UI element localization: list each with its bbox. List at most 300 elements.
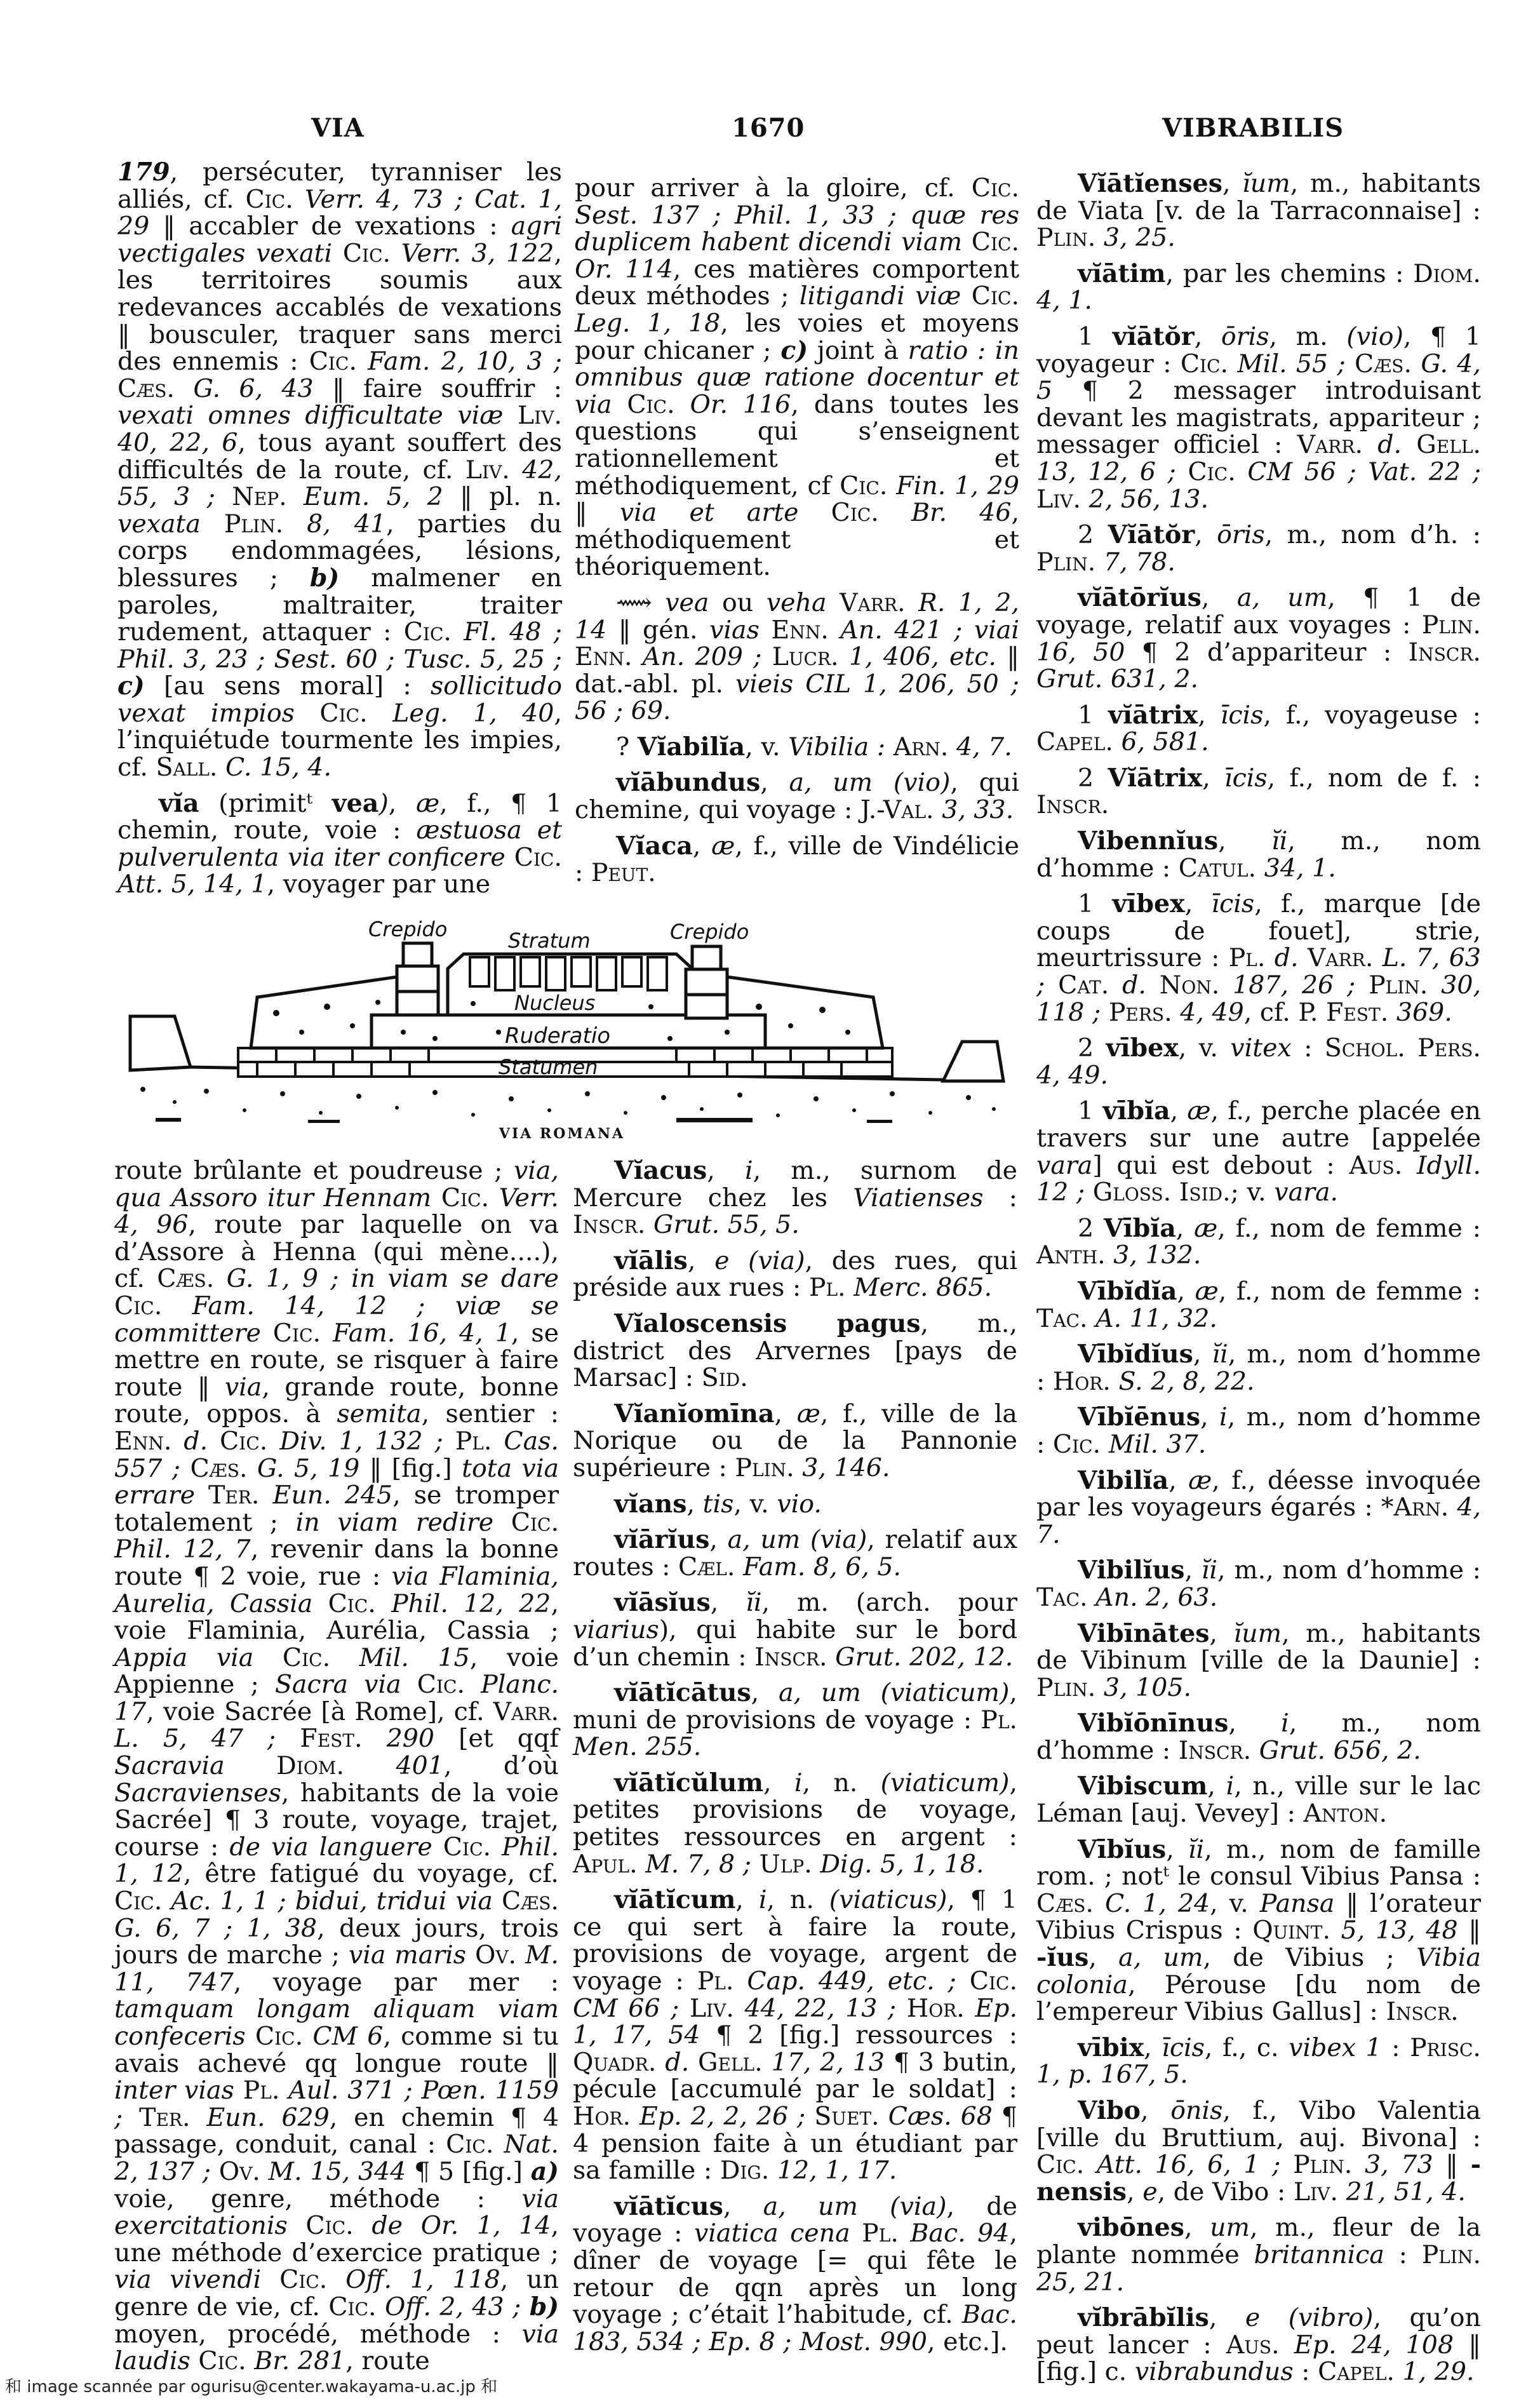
entry-text: īcis — [1211, 889, 1255, 919]
entry-text: : — [983, 1183, 1017, 1213]
entry-text: , f., marque [de coups de fouet], strie, meurtrissure : — [1036, 889, 1481, 973]
dictionary-entry — [575, 734, 1019, 761]
entry-text: Quadr. — [573, 2047, 657, 2077]
entry-text — [846, 1273, 854, 1302]
entry-text: 1 — [1078, 1096, 1103, 1126]
entry-text: G. 6, 7 ; 1, 38 — [114, 1913, 318, 1943]
entry-text: , etc.]. — [927, 2327, 1008, 2356]
entry-text — [1363, 430, 1377, 459]
entry-text — [162, 1886, 171, 1916]
entry-text: Enn. — [771, 615, 829, 645]
entry-text: Cic. — [971, 281, 1019, 311]
entry-text: Nat. 2, 137 ; — [114, 2130, 559, 2186]
entry-text: e (via) — [714, 1246, 805, 1275]
entry-text: , — [1228, 1709, 1282, 1738]
label-stratum: Stratum — [508, 929, 591, 953]
entry-text: 13, 12, 6 ; — [1036, 457, 1176, 487]
entry-text: a, um (vio) — [789, 768, 951, 798]
entry-text — [344, 1751, 396, 1780]
entry-text: 1, 29. — [1402, 2357, 1475, 2387]
entry-text: Cic. — [309, 347, 357, 377]
entry-text — [401, 1670, 417, 1699]
entry-text: , — [774, 1399, 797, 1428]
entry-text: Cic. — [1052, 1429, 1101, 1459]
entry-text: route brûlante et poudreuse ; — [114, 1156, 514, 1185]
entry-text: , — [709, 1525, 728, 1555]
entry-text — [887, 471, 896, 501]
entry-text: , petites provisions de voyage, petites ressources en argent : — [573, 1768, 1017, 1852]
entry-text — [211, 2157, 219, 2186]
entry-text: Prisc. — [1410, 2033, 1481, 2062]
entry-text — [293, 185, 305, 214]
entry-text: , — [1209, 2303, 1245, 2333]
entry-text: , m. — [1269, 321, 1347, 351]
entry-text: 2, 56, 13. — [1088, 484, 1209, 514]
entry-text: vexata — [117, 509, 201, 539]
entry-text: via vivendi — [114, 2265, 262, 2295]
right-bank — [943, 1042, 1003, 1081]
headword: Vĭaloscensis pagus — [614, 1308, 921, 1338]
dictionary-entry — [1036, 2097, 1481, 2205]
headword: vĭāsĭus — [614, 1588, 711, 1618]
entry-text — [763, 2048, 772, 2077]
entry-text: , revenir dans la bonne route ¶ 2 voie, rue : — [114, 1535, 559, 1591]
entry-text: Plin. — [1293, 2150, 1353, 2180]
entry-text: , parties du corps endommagées, lésions, blessures ; — [117, 509, 563, 593]
entry-text — [631, 2102, 639, 2131]
entry-text: æstuosa et pulverulenta via iter conficere — [117, 816, 562, 872]
headword: vĭātĭcātus — [614, 1678, 751, 1708]
entry-text: e — [1142, 2177, 1158, 2207]
entry-text: , l’inquiétude tourmente les impies, cf. — [117, 698, 563, 783]
entry-text — [1352, 2150, 1365, 2179]
entry-text: Cic. — [441, 1183, 490, 1213]
entry-text: Att. 5, 14, 1 — [117, 870, 267, 899]
entry-text: Hor. — [906, 1993, 965, 2023]
label-statumen: Statumen — [499, 1055, 598, 1079]
entry-text: Varr. — [493, 1697, 559, 1726]
entry-text: via laudis — [114, 2319, 559, 2376]
entry-text: , dans toutes les questions qui s’enseignent rationnellement et méthodiquement, cf — [575, 389, 1019, 501]
entry-text: , se tromper totalement ; — [114, 1481, 559, 1537]
entry-text — [1402, 1151, 1417, 1180]
entry-text: Anton. — [1303, 1799, 1388, 1829]
entry-text: Liv. — [517, 401, 562, 431]
entry-text: Cic. — [971, 227, 1019, 257]
dictionary-entry — [573, 1526, 1017, 1580]
entry-text: Ep. 2, 2, 26 ; — [639, 2102, 806, 2131]
entry-text — [1338, 2177, 1346, 2207]
entry-text — [521, 2292, 529, 2322]
dictionary-entry — [1036, 584, 1481, 692]
entry-text: vara. — [1274, 1178, 1339, 1207]
entry-text: 12, 1, 17. — [777, 2156, 897, 2186]
entry-text: , — [1209, 1618, 1234, 1648]
entry-text — [466, 1940, 475, 1970]
entry-text — [377, 2292, 385, 2322]
entry-text: ‖ faire souffrir : — [313, 373, 563, 403]
entry-text: 16, 50 — [1036, 637, 1125, 667]
entry-text: 4, 49 — [1180, 997, 1244, 1027]
entry-text: , f., ville de la Norique ou de la Pannonie supérieure : — [573, 1399, 1017, 1482]
headword: Vibĭōnīnus — [1078, 1709, 1229, 1738]
entry-text: Plin. — [1036, 547, 1096, 577]
entry-text: 3, 132. — [1113, 1240, 1202, 1270]
entry-text — [798, 498, 831, 527]
dictionary-entry — [1036, 1467, 1481, 1549]
entry-text: , persécuter, tyranniser les alliés, cf. — [117, 158, 562, 214]
entry-text: ‖ gén. — [606, 615, 710, 645]
entry-text: Ter. — [139, 2102, 191, 2132]
entry-text: Liv. — [465, 455, 510, 485]
dictionary-entry — [573, 2193, 1017, 2356]
entry-text: Tac. — [1036, 1582, 1088, 1612]
entry-text: Arn. — [1393, 1493, 1449, 1522]
entry-text — [675, 390, 690, 419]
entry-text: de Or. 1, 14 — [372, 2211, 551, 2241]
entry-text: Cic. — [403, 617, 452, 647]
entry-text: Cic. — [417, 1670, 465, 1700]
entry-text: Arn. — [893, 732, 949, 762]
entry-text: 1, p. 167, 5. — [1036, 2060, 1188, 2090]
entry-text — [201, 509, 224, 539]
entry-text — [1109, 971, 1122, 1000]
entry-text: Aus. — [1349, 1150, 1403, 1180]
entry-text: voie, genre, méthode : — [114, 2184, 522, 2214]
entry-text: Cic. — [342, 238, 391, 268]
entry-text: -ĭus — [1036, 1943, 1089, 1973]
entry-text — [1176, 457, 1188, 487]
entry-text: L. 7, 63 ; — [1036, 943, 1482, 1000]
entry-text — [827, 588, 840, 617]
entry-text: 3, 146. — [802, 1453, 890, 1482]
entry-text: Enn. — [114, 1426, 172, 1456]
entry-text: , — [735, 1885, 759, 1915]
column-left-top — [117, 159, 562, 907]
entry-text — [1251, 1736, 1259, 1765]
entry-text: (primitᵗ — [199, 788, 332, 818]
entry-text — [961, 281, 971, 311]
entry-text: 1 — [1078, 700, 1109, 730]
entry-text: , — [723, 2191, 763, 2221]
entry-text: (viaticus) — [829, 1885, 947, 1915]
entry-text: Cic. — [840, 471, 888, 501]
entry-text: Verr. 3, 122 — [401, 238, 554, 268]
entry-text — [769, 2156, 777, 2185]
entry-text: , — [1184, 1556, 1202, 1585]
dictionary-entry — [573, 1679, 1017, 1761]
entry-text: Ulp. — [759, 1849, 812, 1879]
entry-text: , — [1170, 1096, 1188, 1126]
headword: Vibilĭus — [1078, 1556, 1185, 1585]
entry-text: , — [1175, 1213, 1195, 1243]
entry-text: , m. (arch. pour — [761, 1588, 1017, 1618]
entry-text: veha — [766, 588, 827, 617]
entry-text: i — [794, 1768, 803, 1798]
entry-text: , les voies et moyens pour chicaner ; — [575, 308, 1019, 365]
entry-text: Cæs. — [1036, 1888, 1094, 1918]
headword: Vĭaca — [616, 831, 693, 861]
entry-text: C. 1, 24 — [1104, 1888, 1210, 1918]
entry-text: Cic. — [971, 173, 1019, 203]
entry-text — [896, 1994, 907, 2023]
entry-text: , de voyage : — [573, 2191, 1017, 2248]
entry-text: c) — [780, 335, 808, 365]
entry-text — [247, 1454, 257, 1483]
dictionary-entry — [1036, 260, 1481, 314]
entry-text: Cæs. — [1355, 349, 1412, 379]
dictionary-entry — [1036, 323, 1481, 513]
entry-text: Dig. 5, 1, 18. — [820, 1849, 984, 1879]
entry-text — [829, 615, 840, 645]
entry-text: vexati omnes difficultate viæ — [117, 401, 504, 431]
entry-text: , — [1144, 2033, 1162, 2062]
entry-text: vitex — [1230, 1033, 1292, 1063]
entry-text: Cic. — [511, 1507, 559, 1537]
entry-text: , — [686, 1489, 703, 1519]
entry-text: J.-Val. — [860, 795, 934, 825]
entry-text: Schol. Pers. — [1324, 1033, 1481, 1063]
entry-text — [452, 617, 464, 647]
entry-continuation — [114, 1157, 559, 2375]
entry-text: , ¶ 1 de voyage, relatif aux voyages : — [1036, 583, 1481, 640]
entry-text — [733, 1966, 747, 1996]
entry-text: Grut. 631, 2. — [1036, 664, 1199, 694]
entry-text: , f., déesse invoquée par les voyageurs égarés : * — [1036, 1465, 1481, 1522]
headword: Vībĭus — [1078, 1834, 1167, 1864]
entry-text: Cic. — [627, 389, 675, 419]
entry-text: Catul. — [1178, 853, 1257, 883]
entry-text: ] qui est debout : — [1092, 1150, 1349, 1180]
entry-text: , m., nom d’homme : — [1036, 1340, 1481, 1396]
entry-text — [287, 482, 304, 511]
entry-text: Plin. — [735, 1453, 794, 1482]
entry-text: , qu’on peut lancer : — [1036, 2303, 1481, 2360]
entry-text: , cf. — [1243, 997, 1299, 1027]
entry-text: a) — [530, 2156, 559, 2186]
entry-text: ), qui habite sur le bord d’un chemin : — [573, 1615, 1017, 1672]
entry-text: Ter. — [208, 1481, 260, 1510]
headword: vībix — [1078, 2033, 1144, 2062]
entry-text: Grut. 656, 2. — [1259, 1735, 1421, 1765]
headword: Vĭabilĭa — [637, 732, 746, 762]
entry-text — [363, 1724, 387, 1753]
entry-text: i — [1281, 1709, 1289, 1738]
entry-text — [253, 1643, 283, 1672]
entry-text: Inscr. — [1178, 1735, 1252, 1765]
entry-text: 179 — [117, 158, 170, 187]
entry-text: tis — [702, 1489, 734, 1519]
entry-text: Pl. — [981, 1705, 1017, 1735]
entry-text: 4, 7. — [956, 732, 1012, 762]
entry-text: a, um (via) — [727, 1525, 867, 1555]
entry-text: Eum. 5, 2 — [304, 482, 443, 512]
headword: vĭātĭcŭlum — [614, 1768, 764, 1798]
entry-text: Hor. — [1052, 1366, 1111, 1396]
entry-text: , se mettre en route, se risquer à faire route ‖ — [114, 1318, 559, 1402]
entry-text: Enn. — [575, 642, 633, 672]
entry-text: Cic. — [305, 2211, 354, 2241]
entry-text: An. 2, 63. — [1095, 1582, 1218, 1612]
entry-text: tota via errare — [114, 1453, 559, 1510]
entry-text — [312, 1589, 328, 1618]
entry-text: Cic. — [255, 2022, 304, 2051]
entry-text: viarius — [573, 1615, 659, 1644]
entry-text: , — [1184, 2213, 1210, 2243]
entry-text — [171, 1427, 184, 1456]
entry-text: Or. 116 — [690, 389, 791, 419]
entry-text: via, qua Assoro itur Hennam — [114, 1156, 559, 1213]
entry-text: Diom. — [1413, 259, 1481, 288]
entry-text: d. — [665, 2047, 690, 2077]
entry-text: ou — [709, 588, 767, 617]
entry-text — [1228, 349, 1237, 379]
entry-text — [443, 1427, 455, 1456]
headword: Vĭacus — [614, 1156, 707, 1185]
dictionary-entry — [575, 589, 1019, 725]
entry-text — [493, 1886, 502, 1916]
entry-text: , f., perche placée en travers sur une autre [appelée — [1036, 1096, 1481, 1153]
entry-text: Att. 16, 6, 1 ; — [1096, 2150, 1281, 2180]
entry-text: 401 — [396, 1751, 444, 1781]
entry-text — [288, 2211, 306, 2240]
entry-text: , v. — [1178, 1033, 1231, 1063]
entry-text: a, um — [1236, 583, 1328, 613]
dictionary-entry — [573, 1589, 1017, 1670]
entry-text: , — [1207, 1771, 1226, 1801]
entry-text — [1428, 971, 1441, 1000]
entry-text: Cas. 557 ; — [114, 1426, 559, 1483]
entry-text — [1412, 349, 1421, 379]
entry-text: Aus. — [1226, 2330, 1280, 2360]
entry-text: Verr. 4, 96 — [114, 1183, 559, 1240]
entry-text: vara — [1036, 1150, 1093, 1180]
entry-text: vieis CIL 1, 206, 50 ; 56 ; 69. — [575, 669, 1019, 726]
entry-text: Cæs. — [502, 1886, 559, 1916]
headword: vĭa — [159, 788, 199, 818]
entry-text: inter vias — [114, 2076, 234, 2106]
entry-text: Lucr. — [772, 642, 839, 672]
headword: Vibīnātes — [1078, 1618, 1210, 1648]
entry-text — [1101, 1430, 1109, 1459]
dictionary-entry — [573, 1491, 1017, 1518]
entry-text: æ — [1188, 1465, 1212, 1495]
entry-text: ¶ 2 d’appariteur : — [1125, 637, 1409, 667]
entry-text — [1095, 223, 1104, 252]
entry-text: Plin. — [1421, 2240, 1482, 2269]
entry-text: ¶ 2 messager introduisant devant les magistrats, appariteur ; messager officiel : — [1036, 376, 1481, 460]
entry-text: , — [1194, 321, 1221, 351]
dictionary-entry — [1036, 1098, 1481, 1206]
entry-text: 17, 2, 13 — [771, 2047, 885, 2077]
entry-text: [au sens moral] : — [144, 671, 431, 701]
entry-text: ‖ dat.-abl. pl. — [575, 642, 1020, 699]
entry-text: M. 7, 8 ; — [645, 1849, 751, 1879]
dictionary-entry — [1036, 1773, 1481, 1827]
entry-text — [465, 1670, 481, 1699]
entry-text: , m., surnom de Mercure chez les — [573, 1156, 1017, 1213]
entry-text: ‖ [fig.] — [359, 1453, 462, 1483]
entry-text: Fest. — [300, 1724, 363, 1754]
entry-text: , m., fleur de la plante nommée — [1036, 2213, 1481, 2269]
entry-text: ‖ accabler de vexations : — [149, 212, 511, 241]
entry-text: 290 — [386, 1724, 435, 1754]
entry-text: CM 6 — [312, 2022, 384, 2051]
entry-text: Inscr. — [1386, 1997, 1459, 2027]
dictionary-entry — [1036, 1836, 1481, 2026]
entry-text: Phil. 1, 12 — [114, 1832, 559, 1889]
entry-text: , n. — [802, 1768, 881, 1798]
headword: Vībĭēnus — [1078, 1402, 1201, 1432]
dictionary-entry — [1036, 1710, 1481, 1764]
entry-text: Phil. 12, 22 — [391, 1589, 551, 1618]
entry-text: agri vectigales vexati — [117, 212, 562, 268]
entry-text: ¶ 2 [fig.] ressources : — [700, 2020, 1017, 2050]
entry-text: , — [692, 831, 712, 861]
entry-text: G. 6, 43 — [193, 373, 314, 403]
entry-text: , méthodiquement et théoriquement. — [575, 498, 1020, 582]
entry-text: ĭi — [746, 1588, 762, 1618]
entry-text: i — [1219, 1402, 1228, 1432]
entry-text — [1106, 1240, 1114, 1270]
entry-text: via et arte — [619, 498, 799, 528]
entry-text: Plin. — [224, 509, 284, 539]
entry-text: Cic. — [319, 698, 368, 728]
headword: Vibennĭus — [1078, 826, 1219, 856]
entry-text: Suet. — [814, 2102, 880, 2131]
dictionary-entry — [1036, 1557, 1481, 1611]
entry-text: 2 — [1078, 1033, 1106, 1063]
entry-text — [332, 239, 343, 268]
entry-text: ĭi — [1212, 1340, 1228, 1369]
entry-text: Plin. — [1369, 971, 1428, 1000]
entry-text: 3, 105. — [1103, 1672, 1192, 1702]
entry-text: vias — [709, 615, 760, 645]
entry-text — [1101, 998, 1109, 1027]
dictionary-entry — [1036, 890, 1481, 1026]
entry-text: viatica cena — [693, 2219, 850, 2248]
entry-text: Cat. — [1058, 971, 1109, 1000]
via-romana-illustration — [117, 915, 1007, 1124]
entry-text — [431, 1183, 441, 1213]
entry-text: malmener en paroles, maltraiter, traiter rudement, attaquer : — [117, 563, 562, 647]
column-middle-bottom — [573, 1157, 1017, 2364]
entry-text — [283, 509, 307, 539]
dictionary-entry — [1036, 521, 1481, 575]
entry-text: ¶ 5 [fig.] — [406, 2156, 531, 2186]
headword: Vĭātĭenses — [1078, 169, 1222, 198]
figure-caption: VIA ROMANA — [499, 1126, 626, 1142]
entry-text: Bac. 94 — [910, 2219, 1010, 2248]
entry-text: Non. — [1159, 971, 1220, 1000]
label-crepido-right: Crepido — [670, 920, 749, 944]
entry-text: moyen, procédé, méthode : — [114, 2319, 522, 2349]
entry-text: Cic. — [328, 1589, 376, 1618]
entry-text: c) — [117, 671, 145, 701]
entry-text: ⟿ — [616, 588, 666, 617]
road-cross-section-diagram — [117, 915, 1007, 1124]
entry-text: , — [1168, 1465, 1189, 1495]
entry-text — [432, 1832, 443, 1862]
entry-text: , voie Appienne ; — [114, 1643, 559, 1700]
entry-text — [761, 642, 772, 671]
entry-text: CM 56 ; Vat. 22 ; — [1247, 457, 1482, 487]
entry-text: ‖ — [1457, 1916, 1482, 1946]
dictionary-entry — [575, 769, 1019, 823]
entry-text: Cic. — [198, 2346, 246, 2376]
entry-text: 3, 33. — [942, 795, 1014, 825]
entry-text: Cic. — [831, 498, 879, 528]
